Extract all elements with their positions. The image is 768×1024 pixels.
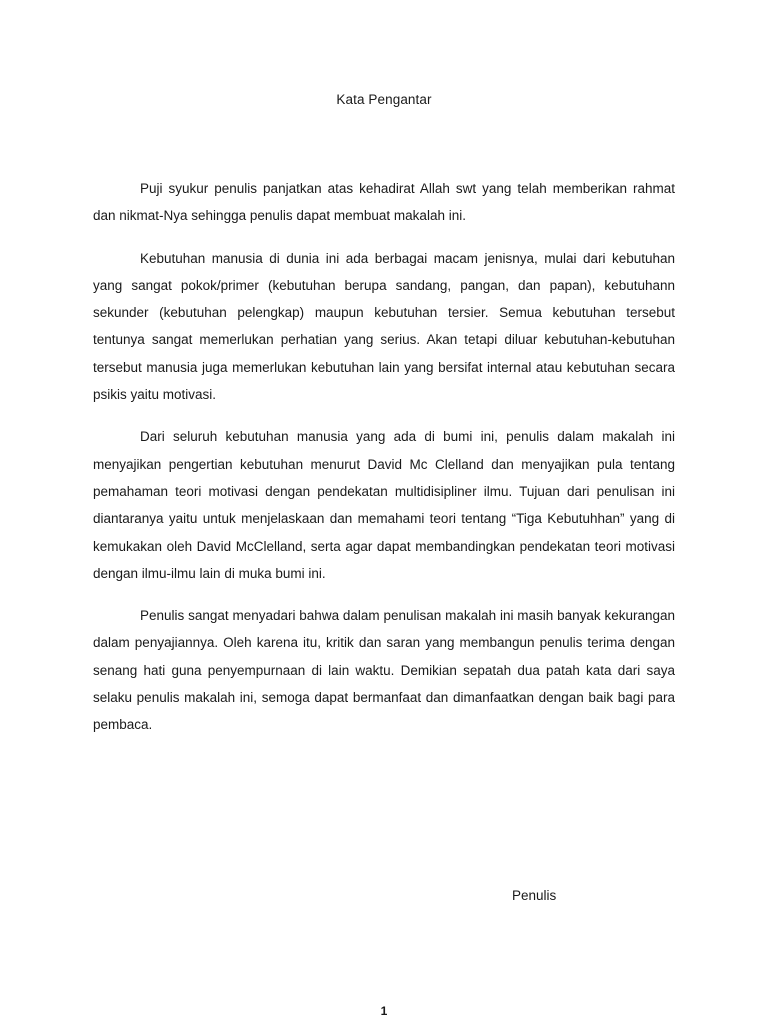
paragraph-1: Puji syukur penulis panjatkan atas kehadirat Allah swt yang telah memberikan rahmat dan nikmat-Nya sehingga penulis dapat membuat makalah ini. [93,181,675,224]
paragraph-4: Penulis sangat menyadari bahwa dalam penulisan makalah ini masih banyak kekurangan dalam penyajiannya. Oleh karena itu, kritik dan saran yang membangun penulis terima dengan senang hati guna penyempurnaan di lain waktu. Demikian sepatah dua patah kata dari saya selaku penulis makalah ini, semoga dapat bermanfaat dan dimanfaatkan dengan baik bagi para pembaca. [93,608,675,733]
page-number: 1 [380,1004,388,1018]
body-text [93,175,675,754]
paragraph-2: Kebutuhan manusia di dunia ini ada berbagai macam jenisnya, mulai dari kebutuhan yang sangat pokok/primer (kebutuhan berupa sandang, pangan, dan papan), kebutuhann sekunder (kebutuhan pelengkap) maupun kebutuhan tersier. Semua kebutuhan tersebut tentunya sangat memerlukan perhatian yang serius. Akan tetapi diluar kebutuhan-kebutuhan tersebut manusia juga memerlukan kebutuhan lain yang bersifat internal atau kebutuhan secara psikis yaitu motivasi. [93,250,675,403]
page-title: Kata Pengantar [336,92,432,107]
paragraph-3: Dari seluruh kebutuhan manusia yang ada di bumi ini, penulis dalam makalah ini menyajikan pengertian kebutuhan menurut David Mc Clelland dan menyajikan pula tentang pemahaman teori motivasi dengan pendekatan multidisipliner ilmu. Tujuan dari penulisan ini diantaranya yaitu untuk menjelaskaan dan memahami teori tentang “Tiga Kebutuhhan” yang di kemukakan oleh David McClelland, serta agar dapat membandingkan pendekatan teori motivasi dengan ilmu-ilmu lain di muka bumi ini. [93,429,675,581]
signature: Penulis [512,888,557,903]
